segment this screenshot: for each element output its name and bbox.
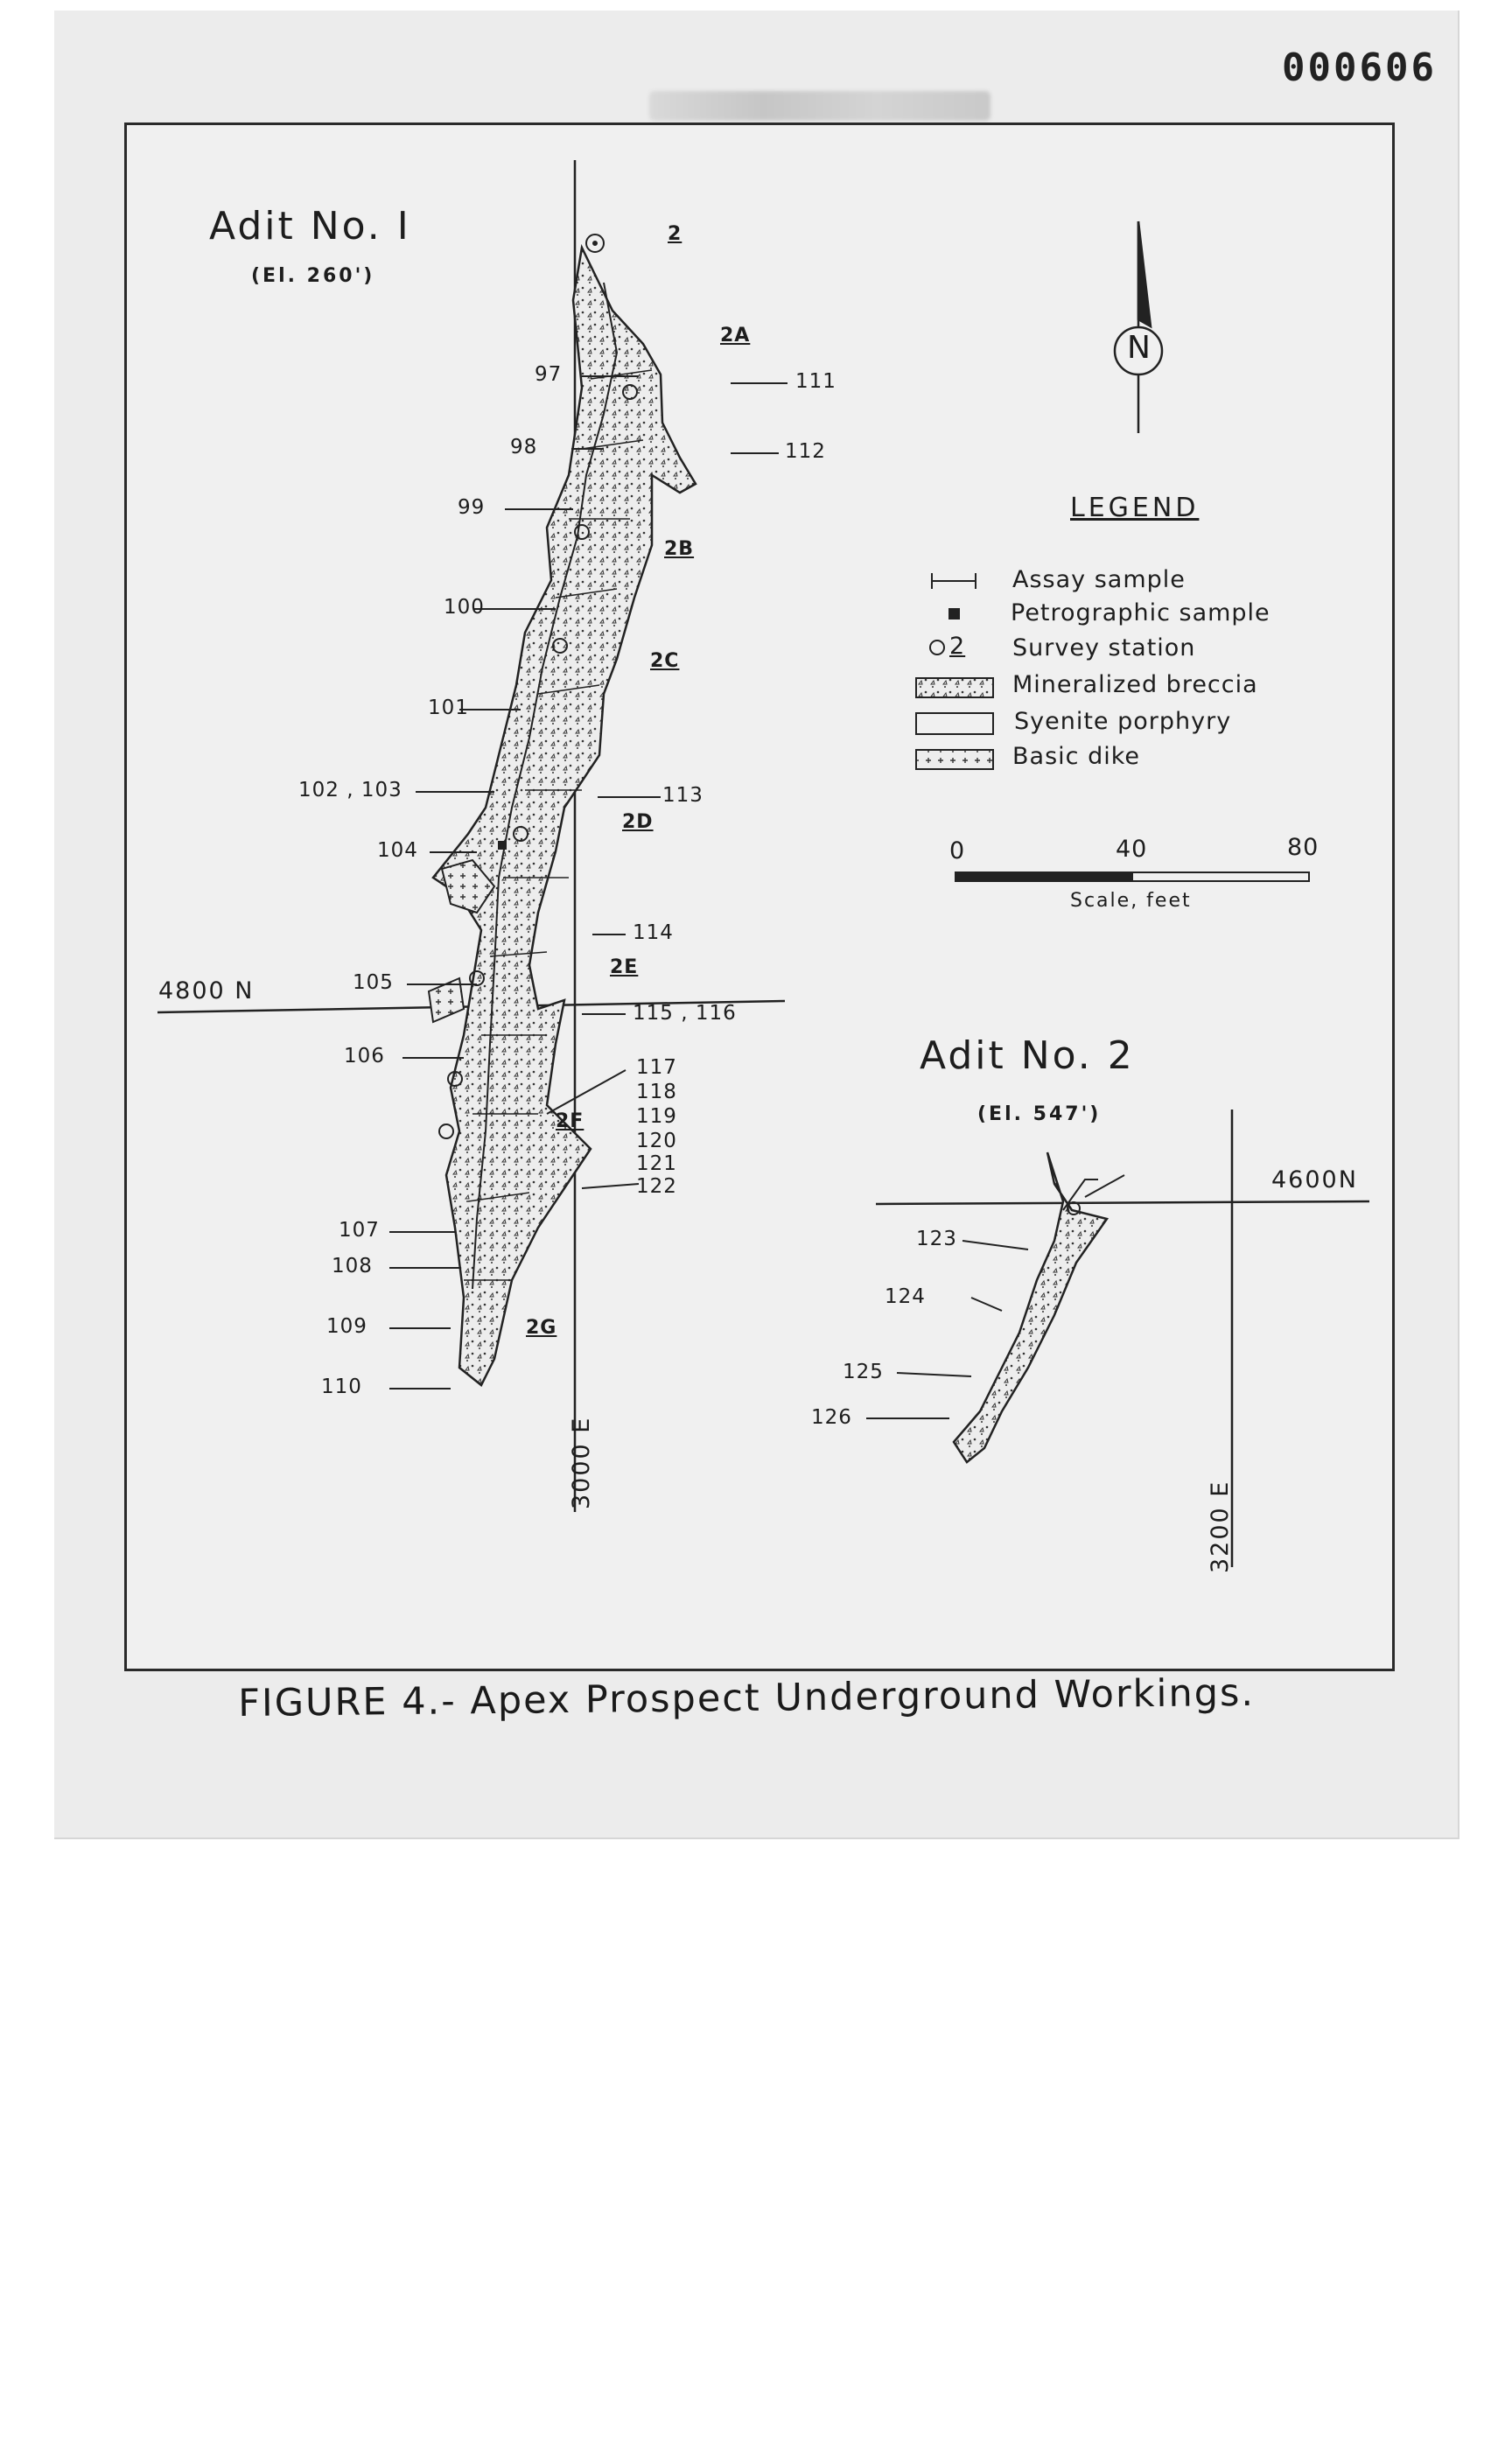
- sample-label-99: 99: [458, 496, 486, 519]
- northing-4600-line: [876, 1201, 1369, 1204]
- legend-assay-sample: Assay sample: [1012, 566, 1186, 593]
- adit2-elevation: (El. 547'): [977, 1103, 1102, 1125]
- legend-title: LEGEND: [1070, 493, 1200, 523]
- legend-mineralized-breccia: Mineralized breccia: [1012, 671, 1258, 698]
- station-label-2d: 2D: [622, 811, 654, 833]
- document-number: 000606: [1282, 46, 1437, 90]
- map-drawing: [127, 125, 1392, 1669]
- scale-tick-40: 40: [1116, 836, 1148, 863]
- scan-smudge: [649, 91, 990, 121]
- legend-survey-station-number: 2: [949, 633, 966, 660]
- station-label-2e: 2E: [610, 956, 639, 978]
- map-frame: [124, 122, 1395, 1671]
- sample-label-126: 126: [811, 1406, 852, 1429]
- sample-label-124: 124: [885, 1285, 926, 1308]
- sample-label-101: 101: [428, 696, 469, 719]
- adit1-title: Adit No. I: [209, 204, 411, 248]
- sample-label-104: 104: [377, 839, 418, 862]
- sample-label-111: 111: [795, 370, 836, 393]
- scale-bar: [956, 872, 1309, 881]
- station-label-2: 2: [668, 223, 682, 245]
- sample-label-119: 119: [636, 1105, 677, 1128]
- sample-label-105: 105: [353, 971, 394, 994]
- petrographic-sample-mark: [498, 841, 507, 850]
- sample-label-114: 114: [633, 921, 674, 944]
- figure-caption: FIGURE 4.- Apex Prospect Underground Workings.: [238, 1670, 1256, 1726]
- sample-label-115-116: 115 , 116: [633, 1002, 737, 1025]
- adit2-drift: [1063, 1175, 1124, 1210]
- scale-tick-0: 0: [949, 837, 966, 864]
- sample-label-112: 112: [785, 440, 826, 463]
- sample-label-110: 110: [321, 1376, 362, 1398]
- station-label-2g: 2G: [526, 1317, 557, 1339]
- sample-label-109: 109: [326, 1315, 368, 1338]
- adit2-title: Adit No. 2: [920, 1033, 1135, 1078]
- grid-label-4800n: 4800 N: [158, 977, 255, 1004]
- station-label-2f: 2F: [556, 1110, 584, 1132]
- sample-label-122: 122: [636, 1175, 677, 1198]
- legend-petrographic-sample: Petrographic sample: [1011, 599, 1270, 626]
- legend-basic-dike: Basic dike: [1012, 743, 1140, 770]
- sample-label-123: 123: [916, 1228, 957, 1250]
- adit2-workings-outline: [954, 1152, 1107, 1462]
- grid-label-4600n: 4600N: [1271, 1166, 1358, 1194]
- legend-symbols: [916, 573, 993, 769]
- sample-label-118: 118: [636, 1081, 677, 1103]
- scale-tick-80: 80: [1287, 834, 1320, 861]
- legend-survey-station: Survey station: [1012, 634, 1196, 662]
- grid-label-3000e: 3000 E: [568, 1416, 595, 1509]
- station-label-2c: 2C: [650, 650, 680, 672]
- sample-label-102-103: 102 , 103: [298, 779, 402, 802]
- north-letter: N: [1127, 330, 1151, 366]
- grid-label-3200e: 3200 E: [1207, 1480, 1234, 1573]
- sample-label-121: 121: [636, 1152, 677, 1175]
- sample-label-100: 100: [444, 596, 485, 619]
- sample-label-107: 107: [339, 1219, 380, 1242]
- sample-label-125: 125: [843, 1361, 884, 1383]
- scale-caption: Scale, feet: [1070, 890, 1192, 912]
- sample-label-97: 97: [535, 363, 563, 386]
- sample-label-108: 108: [332, 1255, 373, 1278]
- sample-label-117: 117: [636, 1056, 677, 1079]
- north-arrow: [1115, 221, 1162, 433]
- sample-label-98: 98: [510, 436, 538, 458]
- adit1-elevation: (El. 260'): [251, 265, 375, 287]
- station-label-2a: 2A: [720, 325, 751, 346]
- sample-label-106: 106: [344, 1045, 385, 1068]
- adit1-workings-outline: [433, 248, 696, 1385]
- station-label-2b: 2B: [664, 538, 695, 560]
- sample-label-120: 120: [636, 1130, 677, 1152]
- sample-label-113: 113: [662, 784, 704, 807]
- legend-syenite-porphyry: Syenite porphyry: [1014, 708, 1232, 735]
